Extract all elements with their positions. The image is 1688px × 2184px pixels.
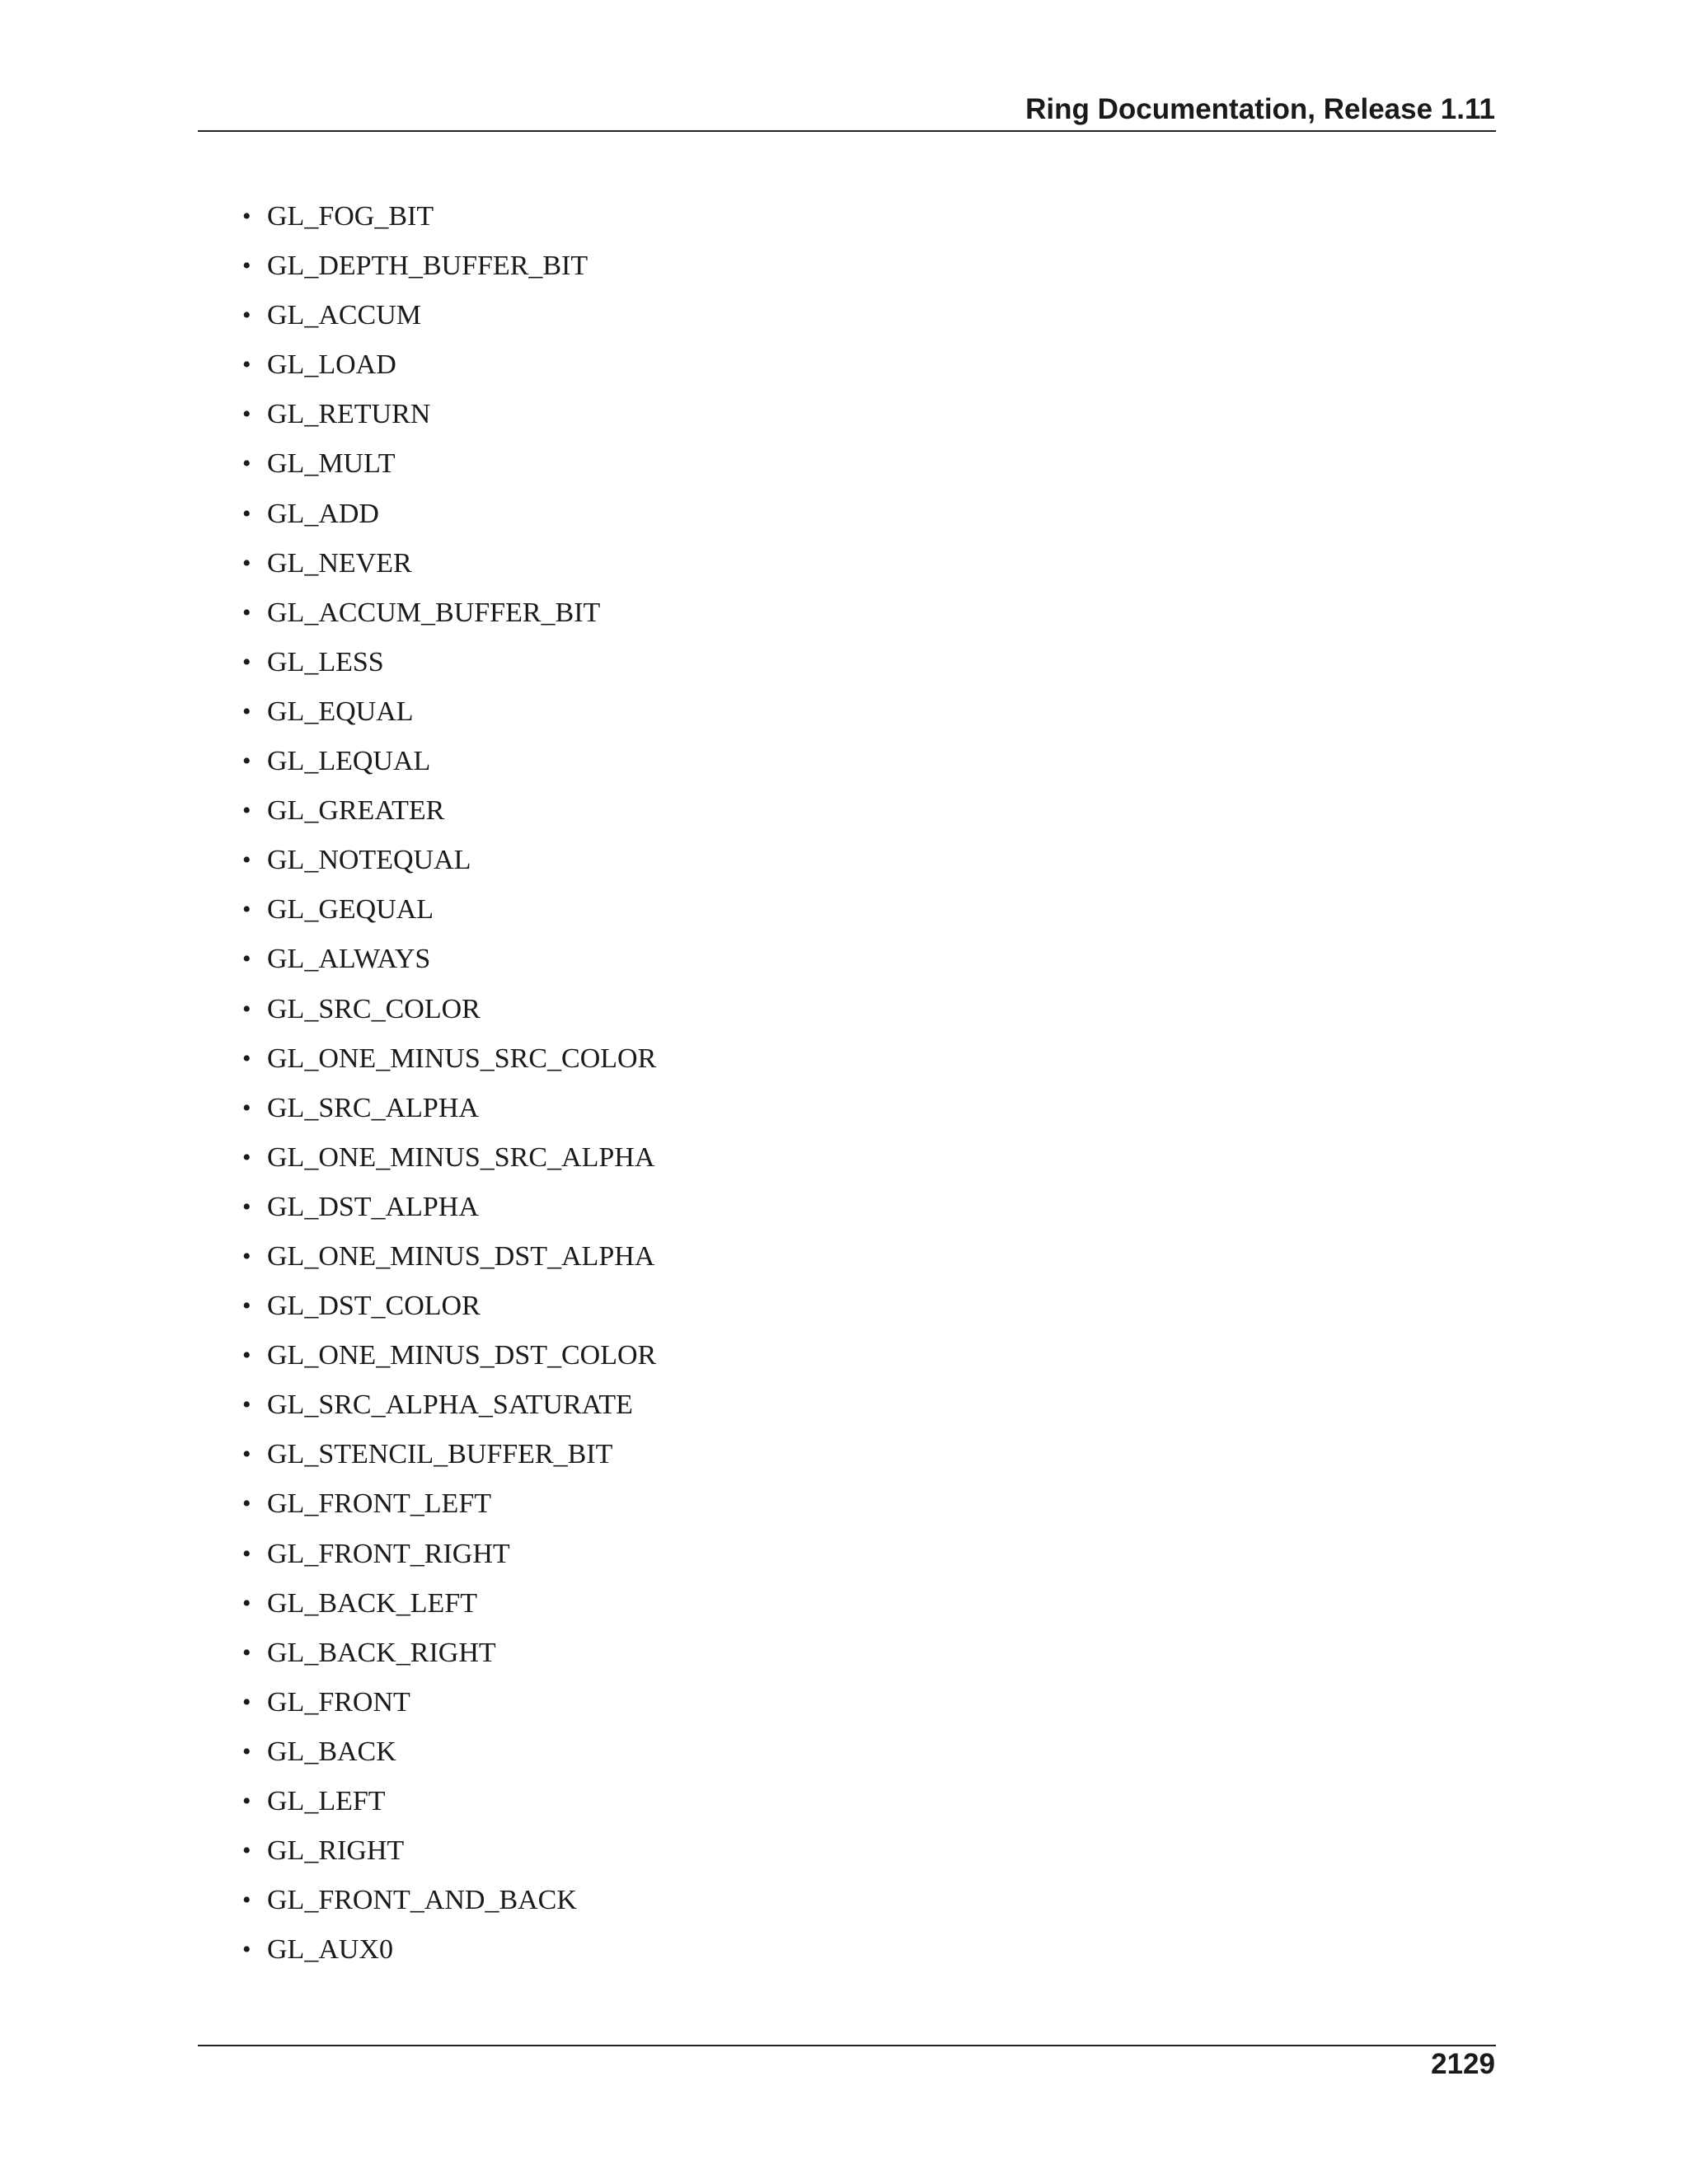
- list-item: [242, 1483, 656, 1533]
- list-item: [242, 1830, 656, 1880]
- bullet-icon: •: [242, 598, 251, 626]
- list-item-text: GL_BACK: [267, 1736, 396, 1767]
- bullet-icon: •: [242, 1391, 251, 1419]
- bullet-icon: •: [242, 252, 251, 280]
- list-item-text: GL_ACCUM: [267, 300, 422, 331]
- list-item: [242, 741, 656, 790]
- bullet-icon: •: [242, 1837, 251, 1865]
- list-item-text: GL_ACCUM_BUFFER_BIT: [267, 597, 601, 628]
- list-item: [242, 691, 656, 741]
- list-item: [242, 989, 656, 1038]
- list-item: [242, 840, 656, 889]
- bullet-icon: •: [242, 1143, 251, 1171]
- list-item: [242, 1038, 656, 1088]
- bullet-icon: •: [242, 648, 251, 676]
- list-item: [242, 443, 656, 493]
- bullet-icon: •: [242, 1638, 251, 1666]
- bullet-icon: •: [242, 1688, 251, 1716]
- bullet-icon: •: [242, 1094, 251, 1122]
- bullet-icon: •: [242, 1292, 251, 1320]
- list-item: [242, 1088, 656, 1137]
- list-item-text: GL_STENCIL_BUFFER_BIT: [267, 1439, 613, 1470]
- bullet-icon: •: [242, 1242, 251, 1270]
- bullet-icon: •: [242, 401, 251, 429]
- bullet-icon: •: [242, 499, 251, 527]
- list-item-text: GL_FRONT: [267, 1686, 410, 1718]
- bullet-icon: •: [242, 797, 251, 825]
- bullet-icon: •: [242, 549, 251, 577]
- list-item-text: GL_ALWAYS: [267, 944, 431, 975]
- list-item-text: GL_FRONT_LEFT: [267, 1488, 491, 1520]
- page-number: 2129: [1431, 2048, 1495, 2080]
- list-item: [242, 1236, 656, 1286]
- list-item-text: GL_ONE_MINUS_DST_COLOR: [267, 1340, 657, 1371]
- list-item-text: GL_EQUAL: [267, 696, 414, 727]
- list-item-text: GL_GREATER: [267, 795, 445, 827]
- list-item: [242, 1187, 656, 1236]
- list-item: [242, 642, 656, 691]
- list-item: [242, 344, 656, 394]
- bullet-icon: •: [242, 1886, 251, 1915]
- bullet-icon: •: [242, 1936, 251, 1964]
- list-item-text: GL_RETURN: [267, 399, 431, 430]
- bullet-icon: •: [242, 995, 251, 1023]
- bullet-icon: •: [242, 1589, 251, 1617]
- bullet-icon: •: [242, 896, 251, 924]
- constant-list: [242, 196, 656, 1979]
- list-item-text: GL_LEFT: [267, 1786, 386, 1816]
- bullet-icon: •: [242, 1193, 251, 1221]
- list-item-text: GL_FRONT_RIGHT: [267, 1538, 510, 1569]
- header-divider: [198, 130, 1496, 132]
- list-item: [242, 1929, 656, 1979]
- list-item: [242, 1335, 656, 1385]
- list-item-text: GL_DST_COLOR: [267, 1291, 481, 1322]
- list-item-text: GL_SRC_ALPHA_SATURATE: [267, 1390, 633, 1421]
- list-item: [242, 295, 656, 344]
- list-item: [242, 543, 656, 593]
- footer-divider: [198, 2045, 1496, 2046]
- bullet-icon: •: [242, 748, 251, 776]
- bullet-icon: •: [242, 846, 251, 874]
- list-item: [242, 889, 656, 939]
- list-item-text: GL_FRONT_AND_BACK: [267, 1885, 577, 1916]
- list-item-text: GL_BACK_RIGHT: [267, 1637, 496, 1668]
- list-item-text: GL_ONE_MINUS_SRC_COLOR: [267, 1043, 657, 1074]
- list-item-text: GL_LEQUAL: [267, 746, 431, 777]
- list-item: [242, 593, 656, 642]
- bullet-icon: •: [242, 1044, 251, 1072]
- list-item: [242, 1534, 656, 1583]
- list-item: [242, 1633, 656, 1682]
- bullet-icon: •: [242, 945, 251, 973]
- list-item-text: GL_MULT: [267, 448, 396, 480]
- list-item-text: GL_BACK_LEFT: [267, 1587, 477, 1619]
- list-item: [242, 246, 656, 295]
- list-item: [242, 494, 656, 543]
- bullet-icon: •: [242, 203, 251, 230]
- bullet-icon: •: [242, 1540, 251, 1568]
- list-item: [242, 1781, 656, 1830]
- list-item-text: GL_RIGHT: [267, 1835, 405, 1867]
- list-item-text: GL_DEPTH_BUFFER_BIT: [267, 251, 588, 282]
- list-item: [242, 1286, 656, 1335]
- list-item: [242, 196, 656, 246]
- bullet-icon: •: [242, 697, 251, 725]
- list-item-text: GL_SRC_COLOR: [267, 993, 481, 1024]
- running-header-title: Ring Documentation, Release 1.11: [1025, 93, 1495, 125]
- bullet-icon: •: [242, 1441, 251, 1469]
- list-item: [242, 1434, 656, 1483]
- list-item-text: GL_ADD: [267, 498, 379, 529]
- list-item-text: GL_LOAD: [267, 349, 396, 381]
- bullet-icon: •: [242, 450, 251, 478]
- bullet-icon: •: [242, 1737, 251, 1765]
- list-item-text: GL_GEQUAL: [267, 894, 434, 926]
- list-item-text: GL_ONE_MINUS_DST_ALPHA: [267, 1240, 655, 1272]
- list-item: [242, 1385, 656, 1434]
- list-item: [242, 394, 656, 443]
- bullet-icon: •: [242, 1788, 251, 1815]
- list-item-text: GL_SRC_ALPHA: [267, 1092, 479, 1123]
- bullet-icon: •: [242, 302, 251, 330]
- bullet-icon: •: [242, 351, 251, 379]
- list-item: [242, 790, 656, 840]
- list-item-text: GL_AUX0: [267, 1934, 393, 1966]
- bullet-icon: •: [242, 1490, 251, 1518]
- list-item-text: GL_LESS: [267, 646, 384, 677]
- list-item: [242, 1732, 656, 1781]
- list-item: [242, 1682, 656, 1732]
- bullet-icon: •: [242, 1342, 251, 1370]
- list-item: [242, 1880, 656, 1929]
- list-item-text: GL_FOG_BIT: [267, 201, 434, 232]
- list-item-text: GL_NOTEQUAL: [267, 845, 471, 876]
- list-item-text: GL_NEVER: [267, 547, 412, 579]
- list-item-text: GL_ONE_MINUS_SRC_ALPHA: [267, 1141, 655, 1173]
- list-item-text: GL_DST_ALPHA: [267, 1191, 479, 1222]
- list-item: [242, 939, 656, 988]
- list-item: [242, 1137, 656, 1187]
- list-item: [242, 1583, 656, 1633]
